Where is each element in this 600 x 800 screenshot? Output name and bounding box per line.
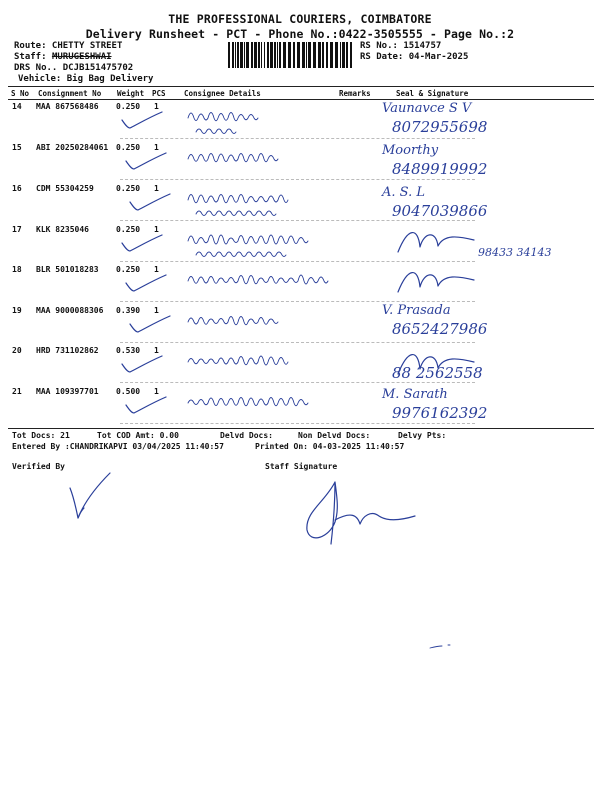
row-separator [120, 382, 475, 383]
row-pcs: 1 [154, 346, 159, 355]
signature-phone: 9976162392 [392, 404, 488, 422]
row-pcs: 1 [154, 387, 159, 396]
row-consignment-no: MAA 109397701 [36, 387, 99, 396]
company-title: THE PROFESSIONAL COURIERS, COIMBATORE [168, 12, 432, 26]
row-separator [120, 179, 475, 180]
delivery-check-mark [118, 233, 168, 255]
row-pcs: 1 [154, 225, 159, 234]
row-sno: 18 [12, 265, 22, 274]
staff-label [14, 52, 112, 62]
signature-phone: 98433 34143 [478, 246, 552, 259]
tot-docs: Tot Docs: 21 [12, 431, 70, 440]
signature-phone: 9047039866 [392, 202, 488, 220]
row-consignment-no: MAA 867568486 [36, 102, 99, 111]
row-weight: 0.500 [116, 387, 141, 396]
barcode-bar [244, 42, 245, 68]
row-weight: 0.250 [116, 102, 141, 111]
row-consignment-no: ABI 20250284061 [36, 143, 109, 152]
staff-signature-label: Staff Signature [265, 462, 338, 471]
barcode-bar [237, 42, 239, 68]
barcode-bar [297, 42, 300, 68]
totals-rule [8, 428, 594, 429]
row-weight: 0.250 [116, 184, 141, 193]
row-consignment-no: HRD 731102862 [36, 346, 99, 355]
signature-name: A. S. L [382, 185, 425, 200]
barcode-bar [261, 42, 262, 68]
staff-label-text: Staff: [14, 52, 47, 62]
row-sno: 14 [12, 102, 22, 111]
row-separator [120, 342, 475, 343]
col-remarks: Remarks [339, 89, 371, 98]
verified-by-signature [60, 468, 130, 528]
col-consignment: Consignment No [38, 89, 102, 98]
row-sno: 19 [12, 306, 22, 315]
barcode-bar [322, 42, 324, 68]
barcode-bar [277, 42, 278, 68]
col-pcs: PCS [152, 89, 166, 98]
row-consignment-no: KLK 8235046 [36, 225, 89, 234]
col-weight: Weight [117, 89, 145, 98]
barcode-bar [279, 42, 281, 68]
consignee-handwriting [184, 186, 344, 220]
consignee-handwriting [184, 145, 344, 179]
row-pcs: 1 [154, 306, 159, 315]
seal-signature-handwriting [378, 182, 578, 224]
barcode-bar [346, 42, 348, 68]
signature-name: Vaunavce S V [382, 101, 472, 116]
row-pcs: 1 [154, 265, 159, 274]
barcode-bar [340, 42, 341, 68]
row-weight: 0.250 [116, 225, 141, 234]
vehicle-label: Vehicle: Big Bag Delivery [18, 74, 154, 84]
rs-date: RS Date: 04-Mar-2025 [360, 52, 469, 62]
barcode-bar [246, 42, 249, 68]
row-consignment-no: CDM 55304259 [36, 184, 94, 193]
row-separator [120, 220, 475, 221]
delivery-check-mark [122, 395, 172, 417]
row-pcs: 1 [154, 184, 159, 193]
signature-phone: 8489919992 [392, 160, 488, 178]
barcode-bar [235, 42, 236, 68]
seal-signature-handwriting [378, 140, 578, 182]
barcode-bar [308, 42, 311, 68]
staff-name: MURUGESHWAI [51, 52, 112, 62]
non-delvd-docs: Non Delvd Docs: [298, 431, 371, 440]
signature-name: V. Prasada [382, 303, 451, 318]
barcode-bar [264, 42, 265, 68]
col-seal-signature: Seal & Signature [396, 89, 469, 98]
barcode-bar [232, 42, 234, 68]
tot-cod-amt: Tot COD Amt: 0.00 [97, 431, 179, 440]
barcode-bar [274, 42, 276, 68]
barcode-bar [270, 42, 273, 68]
verified-by-label: Verified By [12, 462, 65, 471]
row-consignment-no: BLR 501018283 [36, 265, 99, 274]
barcode-bar [267, 42, 269, 68]
barcode-bar [283, 42, 286, 68]
seal-signature-handwriting [378, 300, 578, 342]
barcode-bar [335, 42, 338, 68]
barcode-bar [293, 42, 295, 68]
delvy-pts: Delvy Pts: [398, 431, 447, 440]
seal-signature-handwriting [378, 262, 578, 304]
consignee-handwriting [184, 267, 344, 301]
consignee-handwriting [184, 227, 344, 261]
row-weight: 0.250 [116, 143, 141, 152]
barcode-bar [318, 42, 321, 68]
barcode-bar [306, 42, 307, 68]
drs-number: DRS No.. DCJB151475702 [14, 63, 134, 73]
consignee-handwriting [184, 389, 344, 423]
barcode-bar [258, 42, 260, 68]
signature-name: M. Sarath [382, 387, 448, 402]
runsheet-subtitle: Delivery Runsheet - PCT - Phone No.:0422-3505555 - Page No.:2 [85, 27, 515, 41]
header-rule-bottom [8, 99, 594, 100]
col-consignee: Consignee Details [184, 89, 261, 98]
delivery-check-mark [122, 151, 172, 173]
barcode [228, 42, 354, 68]
row-weight: 0.390 [116, 306, 141, 315]
seal-signature-handwriting [378, 98, 578, 140]
row-sno: 15 [12, 143, 22, 152]
row-sno: 21 [12, 387, 22, 396]
signature-phone: 88 2562558 [392, 364, 483, 382]
seal-signature-handwriting [378, 344, 578, 386]
barcode-bar [240, 42, 243, 68]
seal-signature-handwriting [378, 222, 578, 264]
consignee-handwriting [184, 348, 344, 382]
barcode-bar [313, 42, 316, 68]
signature-phone: 8072955698 [392, 118, 488, 136]
barcode-bar [342, 42, 345, 68]
delivery-check-mark [118, 354, 168, 376]
delivery-check-mark [118, 110, 168, 132]
row-separator [120, 261, 475, 262]
barcode-bar [288, 42, 291, 68]
row-sno: 16 [12, 184, 22, 193]
row-separator [120, 301, 475, 302]
barcode-bar [251, 42, 253, 68]
row-consignment-no: MAA 9000088306 [36, 306, 104, 315]
signature-phone: 8652427986 [392, 320, 488, 338]
barcode-bar [330, 42, 333, 68]
barcode-bar [302, 42, 305, 68]
delvd-docs: Delvd Docs: [220, 431, 273, 440]
row-separator [120, 423, 475, 424]
staff-signature [295, 472, 435, 552]
row-pcs: 1 [154, 102, 159, 111]
delivery-check-mark [122, 273, 172, 295]
route-label: Route: CHETTY STREET [14, 41, 123, 51]
row-sno: 17 [12, 225, 22, 234]
header-rule-top [8, 86, 594, 87]
seal-signature-handwriting [378, 384, 578, 426]
consignee-handwriting [184, 104, 344, 138]
row-weight: 0.250 [116, 265, 141, 274]
barcode-bar [350, 42, 352, 68]
col-sno: S No [11, 89, 30, 98]
signature-name: Moorthy [382, 143, 439, 158]
consignee-handwriting [184, 308, 344, 342]
barcode-bar [228, 42, 230, 68]
delivery-check-mark [126, 192, 176, 214]
row-pcs: 1 [154, 143, 159, 152]
delivery-check-mark [126, 314, 176, 336]
row-sno: 20 [12, 346, 22, 355]
rs-number: RS No.: 1514757 [360, 41, 442, 51]
stray-ink-mark [428, 640, 458, 652]
row-weight: 0.530 [116, 346, 141, 355]
barcode-bar [254, 42, 257, 68]
entered-by: Entered By :CHANDRIKAPVI 03/04/2025 11:40:57 [12, 442, 224, 451]
row-separator [120, 138, 475, 139]
barcode-bar [326, 42, 328, 68]
printed-on: Printed On: 04-03-2025 11:40:57 [255, 442, 405, 451]
